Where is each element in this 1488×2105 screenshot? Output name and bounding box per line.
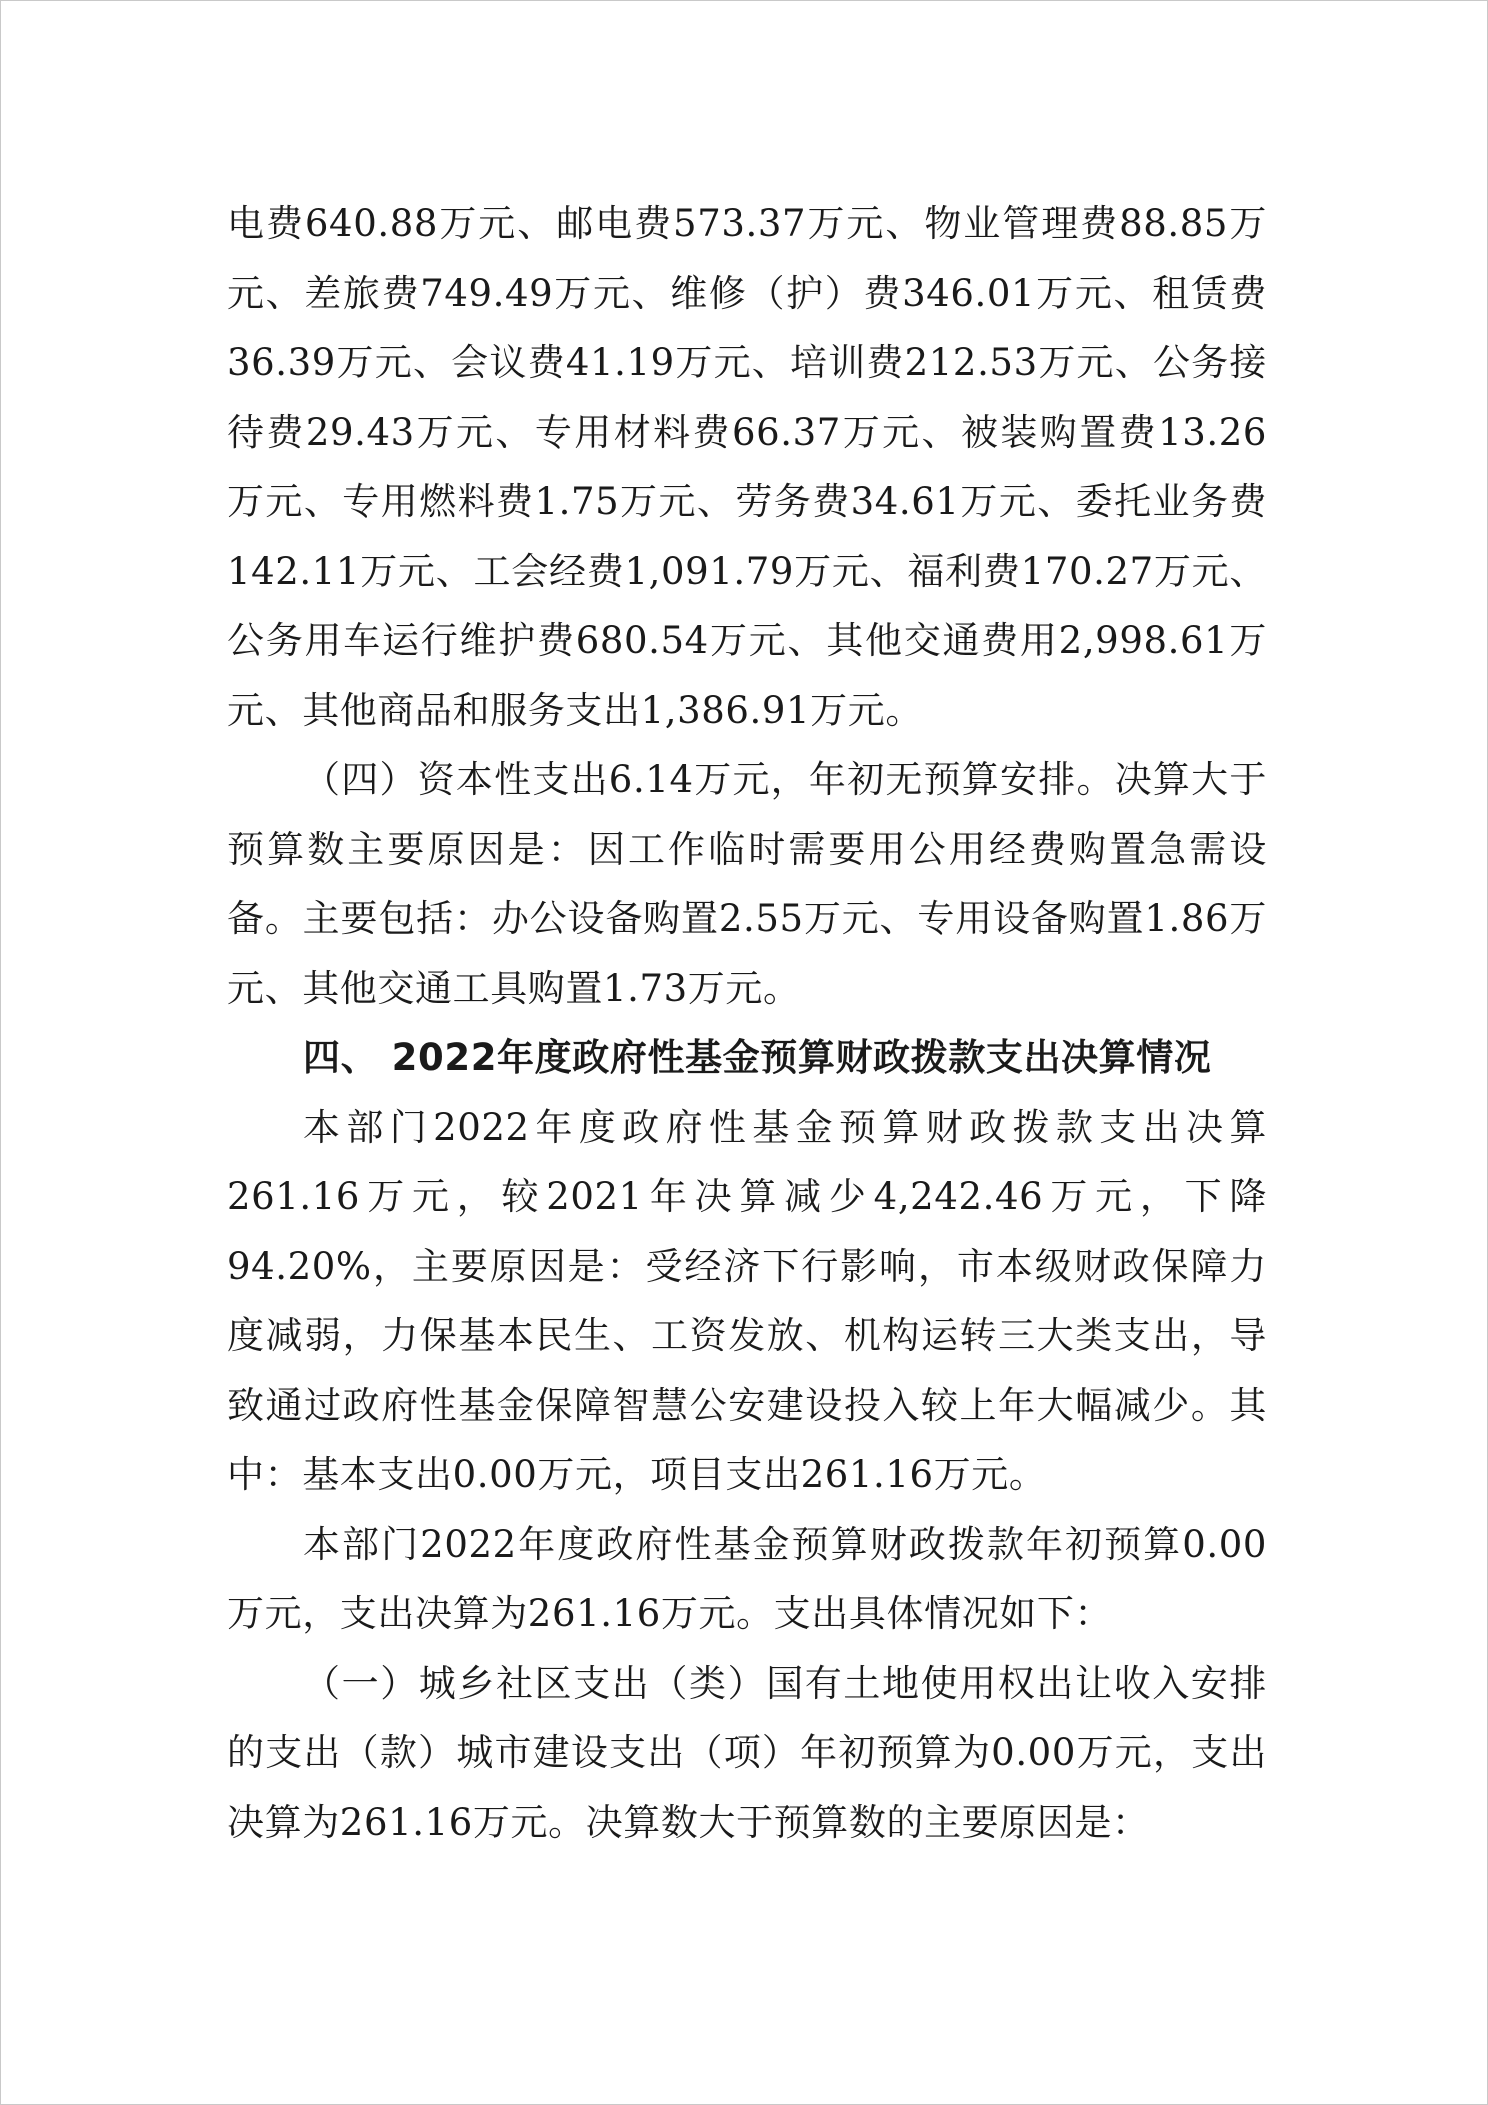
- paragraph-fund-budget-initial: 本部门2022年度政府性基金预算财政拨款年初预算0.00万元，支出决算为261.16万元。支出具体情况如下：: [227, 1522, 1267, 1635]
- paragraph-capital-expenditure: （四）资本性支出6.14万元，年初无预算安排。决算大于预算数主要原因是：因工作临时需要用公用经费购置急需设备。主要包括：办公设备购置2.55万元、专用设备购置1.86万元、其他交通工具购置1.73万元。: [227, 758, 1267, 1010]
- paragraph-urban-rural-expense: （一）城乡社区支出（类）国有土地使用权出让收入安排的支出（款）城市建设支出（项）年初预算为0.00万元，支出决算为261.16万元。决算数大于预算数的主要原因是：: [227, 1661, 1267, 1844]
- paragraph-expense-items: 电费640.88万元、邮电费573.37万元、物业管理费88.85万元、差旅费749.49万元、维修（护）费346.01万元、租赁费36.39万元、会议费41.19万元、培训费212.53万元、公务接待费29.43万元、专用材料费66.37万元、被装购置费13.26万元、专用燃料费1.75万元、劳务费34.61万元、委托业务费142.11万元、工会经费1,091.79万元、福利费170.27万元、公务用车运行维护费680.54万元、其他交通费用2,998.61万元、其他商品和服务支出1,386.91万元。: [227, 202, 1267, 732]
- section-heading-fund-budget: 四、 2022年度政府性基金预算财政拨款支出决算情况: [303, 1036, 1212, 1079]
- paragraph-fund-budget-summary: 本部门2022年度政府性基金预算财政拨款支出决算261.16万元，较2021年决算减少4,242.46万元，下降94.20%，主要原因是：受经济下行影响，市本级财政保障力度减弱，力保基本民生、工资发放、机构运转三大类支出，导致通过政府性基金保障智慧公安建设投入较上年大幅减少。其中：基本支出0.00万元，项目支出261.16万元。: [227, 1105, 1267, 1496]
- document-body: [227, 189, 1267, 1857]
